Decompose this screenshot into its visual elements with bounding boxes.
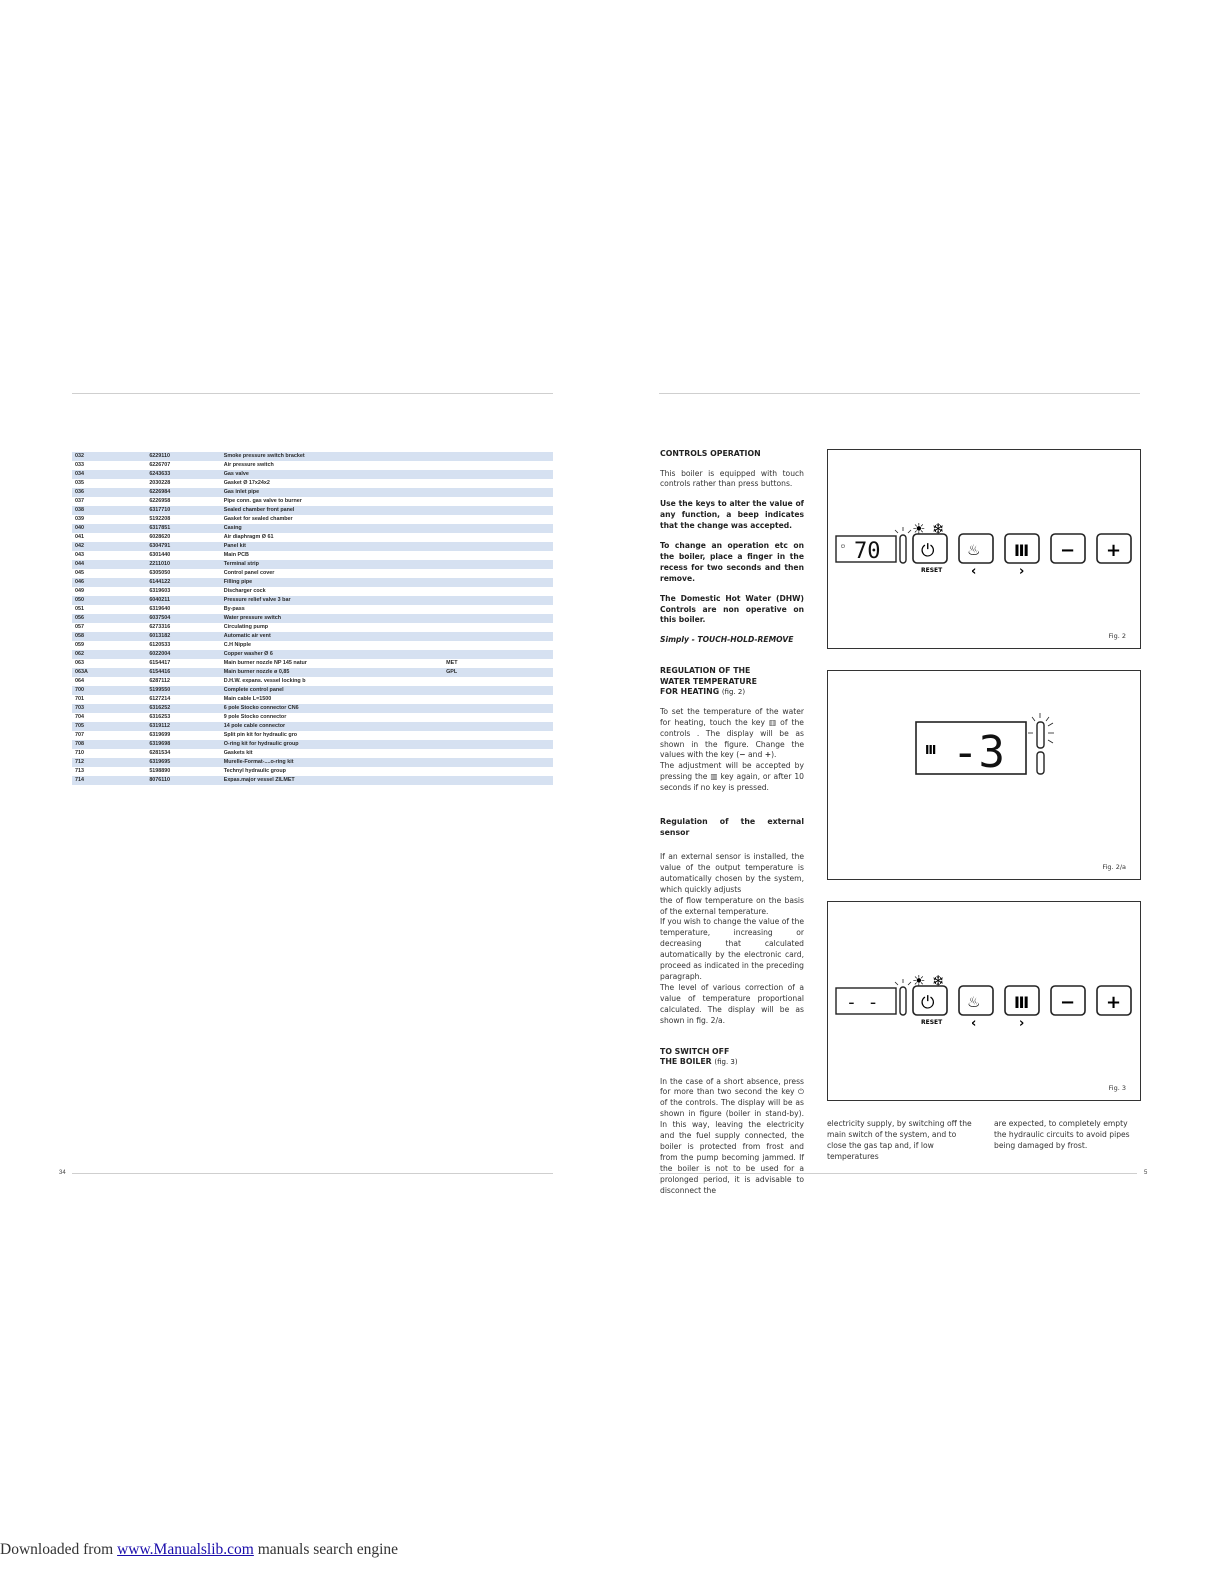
blink-rays xyxy=(895,979,911,985)
arrow-left-icon: ‹ xyxy=(971,1016,977,1031)
radiator-icon: Ⅲ xyxy=(1014,993,1030,1012)
part-description: Split pin kit for hydraulic gro xyxy=(221,731,443,740)
part-ref: 041 xyxy=(72,533,146,542)
part-ref: 033 xyxy=(72,461,146,470)
fig2a-caption: Fig. 2/a xyxy=(1102,863,1126,871)
part-description: Gas valve xyxy=(221,470,443,479)
table-row xyxy=(72,542,553,551)
part-code: 8076110 xyxy=(146,776,220,785)
part-code: 6319603 xyxy=(146,587,220,596)
table-row xyxy=(72,497,553,506)
part-ref: 044 xyxy=(72,560,146,569)
part-note xyxy=(443,740,553,749)
part-code: 6319695 xyxy=(146,758,220,767)
part-ref: 703 xyxy=(72,704,146,713)
part-ref: 045 xyxy=(72,569,146,578)
power-icon: ⏻ xyxy=(921,541,935,561)
part-ref: 063A xyxy=(72,668,146,677)
arrow-right-icon: › xyxy=(1019,1016,1025,1031)
part-description: Main burner nozzle NP 145 natur xyxy=(221,659,443,668)
part-code: 6226984 xyxy=(146,488,220,497)
part-ref: 042 xyxy=(72,542,146,551)
regulation-heading: REGULATION OF THE WATER TEMPERATURE FOR HEATING (fig. 2) xyxy=(660,666,757,697)
part-description: Casing xyxy=(221,524,443,533)
table-row xyxy=(72,452,553,461)
part-note xyxy=(443,704,553,713)
switchoff-p3: are expected, to completely empty the hydraulic circuits to avoid pipes being damaged by frost. xyxy=(994,1119,1130,1150)
part-ref: 713 xyxy=(72,767,146,776)
part-code: 6287112 xyxy=(146,677,220,686)
part-note xyxy=(443,731,553,740)
table-row xyxy=(72,461,553,470)
figure-3 xyxy=(827,901,1141,1101)
part-description: Circulating pump xyxy=(221,623,443,632)
part-note xyxy=(443,533,553,542)
tap-icon: ♨ xyxy=(967,993,981,1011)
part-description: Discharger cock xyxy=(221,587,443,596)
part-note xyxy=(443,461,553,470)
part-note xyxy=(443,641,553,650)
part-description: Water pressure switch xyxy=(221,614,443,623)
part-note xyxy=(443,605,553,614)
plus-icon: + xyxy=(1106,992,1122,1013)
part-description: C.H Nipple xyxy=(221,641,443,650)
part-ref: 062 xyxy=(72,650,146,659)
minus-icon: − xyxy=(1060,540,1076,561)
part-note xyxy=(443,767,553,776)
radiator-icon: Ⅲ xyxy=(925,743,937,757)
part-code: 5192208 xyxy=(146,515,220,524)
part-code: 6028620 xyxy=(146,533,220,542)
part-note xyxy=(443,578,553,587)
part-ref: 040 xyxy=(72,524,146,533)
part-note xyxy=(443,677,553,686)
radiator-icon: Ⅲ xyxy=(1014,541,1030,560)
part-note xyxy=(443,776,553,785)
table-row xyxy=(72,596,553,605)
part-ref: 059 xyxy=(72,641,146,650)
part-description: Murelle-Format-....o-ring kit xyxy=(221,758,443,767)
part-description: 14 pole cable connector xyxy=(221,722,443,731)
part-ref: 712 xyxy=(72,758,146,767)
part-note xyxy=(443,488,553,497)
part-ref: 704 xyxy=(72,713,146,722)
table-row xyxy=(72,731,553,740)
part-code: 6304791 xyxy=(146,542,220,551)
part-code: 6273316 xyxy=(146,623,220,632)
part-note xyxy=(443,650,553,659)
part-code: 6154417 xyxy=(146,659,220,668)
part-code: 5199550 xyxy=(146,686,220,695)
table-row xyxy=(72,479,553,488)
part-note xyxy=(443,632,553,641)
reset-label: RESET xyxy=(921,567,943,574)
part-description: Smoke pressure switch bracket xyxy=(221,452,443,461)
temp-display: 70 xyxy=(854,539,881,564)
part-description: Technyl hydraulic group xyxy=(221,767,443,776)
plus-icon: + xyxy=(1106,540,1122,561)
part-description: Main PCB xyxy=(221,551,443,560)
part-ref: 043 xyxy=(72,551,146,560)
switchoff-heading: TO SWITCH OFF THE BOILER (fig. 3) xyxy=(660,1046,738,1067)
temp-display-small: ⏻ xyxy=(841,544,845,550)
part-code: 6301440 xyxy=(146,551,220,560)
table-row xyxy=(72,470,553,479)
arrow-right-icon: › xyxy=(1019,564,1025,579)
part-note xyxy=(443,479,553,488)
bottom-rule-left xyxy=(72,1173,553,1174)
part-ref: 057 xyxy=(72,623,146,632)
part-description: D.H.W. expans. vessel locking b xyxy=(221,677,443,686)
table-row xyxy=(72,614,553,623)
part-code: 6317851 xyxy=(146,524,220,533)
part-description: Complete control panel xyxy=(221,686,443,695)
external-p1: If an external sensor is installed, the value of the output temperature is automatically chosen by the system, which quickly adjusts xyxy=(660,852,804,894)
fig3-caption: Fig. 3 xyxy=(1108,1084,1126,1092)
sun-icon: ☀ xyxy=(912,520,926,538)
snowflake-icon: ❄ xyxy=(932,972,945,990)
part-note xyxy=(443,596,553,605)
part-note xyxy=(443,542,553,551)
part-code: 2211010 xyxy=(146,560,220,569)
part-code: 6319112 xyxy=(146,722,220,731)
table-row xyxy=(72,641,553,650)
part-code: 6040211 xyxy=(146,596,220,605)
part-note xyxy=(443,713,553,722)
blink-rays xyxy=(895,527,911,533)
part-code: 6317710 xyxy=(146,506,220,515)
part-description: O-ring kit for hydraulic group xyxy=(221,740,443,749)
part-ref: 034 xyxy=(72,470,146,479)
part-note xyxy=(443,497,553,506)
page-number-left: 34 xyxy=(59,1170,66,1176)
minus-icon: − xyxy=(1060,992,1076,1013)
power-icon: ⏻ xyxy=(921,993,935,1013)
part-ref: 049 xyxy=(72,587,146,596)
manualslib-link[interactable]: www.Manualslib.com xyxy=(117,1541,254,1558)
part-ref: 700 xyxy=(72,686,146,695)
part-code: 6154416 xyxy=(146,668,220,677)
heating-display-diagram xyxy=(828,671,1140,879)
arrow-left-icon: ‹ xyxy=(971,564,977,579)
snowflake-icon: ❄ xyxy=(932,520,945,538)
part-description: 9 pole Stocko connector xyxy=(221,713,443,722)
part-description: Terminal strip xyxy=(221,560,443,569)
table-row xyxy=(72,677,553,686)
figure-2a xyxy=(827,670,1141,880)
reset-label: RESET xyxy=(921,1019,943,1026)
radiator-icon: ▥ xyxy=(768,717,777,727)
radiator-icon: ▥ xyxy=(710,772,718,782)
part-code: 6319699 xyxy=(146,731,220,740)
part-code: 6013182 xyxy=(146,632,220,641)
tap-icon: ♨ xyxy=(967,541,981,559)
part-ref: 708 xyxy=(72,740,146,749)
table-row xyxy=(72,632,553,641)
part-note xyxy=(443,749,553,758)
part-ref: 046 xyxy=(72,578,146,587)
part-ref: 050 xyxy=(72,596,146,605)
part-code: 6226958 xyxy=(146,497,220,506)
part-note xyxy=(443,506,553,515)
part-note xyxy=(443,551,553,560)
regulation-p1: To set the temperature of the water for heating, touch the key ▥ of the controls . The display will be as shown in the figure. Change the values with the key (− and +). xyxy=(660,706,804,760)
part-ref: 063 xyxy=(72,659,146,668)
table-row xyxy=(72,524,553,533)
part-description: 6 pole Stocko connector CN6 xyxy=(221,704,443,713)
table-row xyxy=(72,704,553,713)
text-column xyxy=(660,449,804,1206)
part-ref: 064 xyxy=(72,677,146,686)
table-row xyxy=(72,623,553,632)
part-description: Panel kit xyxy=(221,542,443,551)
part-ref: 038 xyxy=(72,506,146,515)
part-description: Automatic air vent xyxy=(221,632,443,641)
controls-heading: CONTROLS OPERATION xyxy=(660,449,761,458)
standby-panel-diagram xyxy=(828,902,1140,1100)
table-row xyxy=(72,668,553,677)
download-footer: Downloaded from www.Manualslib.com manuals search engine xyxy=(0,1541,399,1558)
part-code: 6319698 xyxy=(146,740,220,749)
top-rule-left xyxy=(72,393,553,394)
part-description: Gas inlet pipe xyxy=(221,488,443,497)
part-code: 6229110 xyxy=(146,452,220,461)
part-note xyxy=(443,623,553,632)
table-row xyxy=(72,713,553,722)
switchoff-p2: electricity supply, by switching off the main switch of the system, and to close the gas tap and, if low temperatures xyxy=(827,1119,972,1161)
part-code: 6316252 xyxy=(146,704,220,713)
part-note xyxy=(443,569,553,578)
part-note xyxy=(443,560,553,569)
part-description: Gasket Ø 17x24x2 xyxy=(221,479,443,488)
part-note xyxy=(443,758,553,767)
table-row xyxy=(72,650,553,659)
external-p3: If you wish to change the value of the temperature, increasing or decreasing that calculated automatically by the electronic card, proceed as indicated in the preceding paragraph. xyxy=(660,917,804,981)
part-code: 6144122 xyxy=(146,578,220,587)
top-rule-right xyxy=(659,393,1140,394)
part-description: Gaskets kit xyxy=(221,749,443,758)
part-ref: 056 xyxy=(72,614,146,623)
part-description: By-pass xyxy=(221,605,443,614)
power-icon: ⏻ xyxy=(797,1087,804,1097)
table-row xyxy=(72,551,553,560)
table-row xyxy=(72,587,553,596)
part-code: 6127214 xyxy=(146,695,220,704)
part-description: Copper washer Ø 6 xyxy=(221,650,443,659)
part-note xyxy=(443,587,553,596)
part-note xyxy=(443,515,553,524)
controls-p1: This boiler is equipped with touch controls rather than press buttons. xyxy=(660,468,804,489)
part-code: 6281534 xyxy=(146,749,220,758)
part-description: Sealed chamber front panel xyxy=(221,506,443,515)
table-row xyxy=(72,515,553,524)
part-note xyxy=(443,452,553,461)
part-note: GPL xyxy=(443,668,553,677)
table-row xyxy=(72,560,553,569)
part-ref: 037 xyxy=(72,497,146,506)
table-row xyxy=(72,740,553,749)
controls-p5: Simply - TOUCH-HOLD-REMOVE xyxy=(660,635,794,645)
table-row xyxy=(72,569,553,578)
correction-display: -3 xyxy=(952,727,1005,778)
part-ref: 036 xyxy=(72,488,146,497)
part-description: Main cable L=1500 xyxy=(221,695,443,704)
table-row xyxy=(72,758,553,767)
part-note xyxy=(443,524,553,533)
part-ref: 032 xyxy=(72,452,146,461)
standby-display: - - xyxy=(846,992,879,1013)
part-description: Pressure relief valve 3 bar xyxy=(221,596,443,605)
spare-parts-table xyxy=(72,452,553,785)
regulation-p2: The adjustment will be accepted by pressing the ▥ key again, or after 10 seconds if no key is pressed. xyxy=(660,761,804,793)
part-ref: 039 xyxy=(72,515,146,524)
table-row xyxy=(72,506,553,515)
control-panel-diagram xyxy=(828,450,1140,648)
table-row xyxy=(72,488,553,497)
part-description: Pipe conn. gas valve to burner xyxy=(221,497,443,506)
part-code: 6037504 xyxy=(146,614,220,623)
part-ref: 701 xyxy=(72,695,146,704)
fig2-caption: Fig. 2 xyxy=(1108,632,1126,640)
figure-2 xyxy=(827,449,1141,649)
part-ref: 710 xyxy=(72,749,146,758)
table-row xyxy=(72,578,553,587)
part-note xyxy=(443,722,553,731)
blink-rays xyxy=(1028,713,1054,743)
part-code: 6243633 xyxy=(146,470,220,479)
table-row xyxy=(72,776,553,785)
table-row xyxy=(72,749,553,758)
controls-p2: Use the keys to alter the value of any function, a beep indicates that the change was accepted. xyxy=(660,499,804,531)
part-description: Air pressure switch xyxy=(221,461,443,470)
part-description: Gasket for sealed chamber xyxy=(221,515,443,524)
part-note xyxy=(443,686,553,695)
sun-icon: ☀ xyxy=(912,972,926,990)
part-code: 6316253 xyxy=(146,713,220,722)
part-ref: 058 xyxy=(72,632,146,641)
external-heading: Regulation of the external sensor xyxy=(660,817,804,837)
part-description: Control panel cover xyxy=(221,569,443,578)
part-note: MET xyxy=(443,659,553,668)
switchoff-p1: In the case of a short absence, press for more than two second the key ⏻ of the controls. The display will be as shown in figure (boiler in stand-by). In this way, leaving the electricity and the fuel supply connected, the boiler is protected from frost and from the pump becoming jammed. If the boiler is not to be used for a prolonged period, it is advisable to disconnect the xyxy=(660,1076,804,1195)
part-note xyxy=(443,470,553,479)
part-note xyxy=(443,695,553,704)
table-row xyxy=(72,686,553,695)
part-description: Main burner nozzle ø 0,85 xyxy=(221,668,443,677)
part-ref: 035 xyxy=(72,479,146,488)
controls-p3: To change an operation etc on the boiler, place a finger in the recess for two seconds and then remove. xyxy=(660,541,804,583)
table-row xyxy=(72,695,553,704)
external-p4: The level of various correction of a value of temperature proportional calculated. The display will be as shown in fig. 2/a. xyxy=(660,982,804,1025)
part-code: 6305050 xyxy=(146,569,220,578)
table-row xyxy=(72,533,553,542)
part-ref: 707 xyxy=(72,731,146,740)
part-description: Filling pipe xyxy=(221,578,443,587)
table-row xyxy=(72,659,553,668)
part-description: Air diaphragm Ø 61 xyxy=(221,533,443,542)
part-code: 6226707 xyxy=(146,461,220,470)
part-description: Expas.major vessel ZILMET xyxy=(221,776,443,785)
part-note xyxy=(443,614,553,623)
part-ref: 051 xyxy=(72,605,146,614)
part-code: 6022004 xyxy=(146,650,220,659)
table-row xyxy=(72,722,553,731)
part-code: 2030228 xyxy=(146,479,220,488)
external-p2: the of flow temperature on the basis of the external temperature. xyxy=(660,895,804,916)
part-ref: 705 xyxy=(72,722,146,731)
part-code: 6319640 xyxy=(146,605,220,614)
table-row xyxy=(72,767,553,776)
page-number-right: 5 xyxy=(1144,1170,1148,1176)
part-code: 5198890 xyxy=(146,767,220,776)
part-ref: 714 xyxy=(72,776,146,785)
controls-p4: The Domestic Hot Water (DHW) Controls are non operative on this boiler. xyxy=(660,593,804,625)
part-code: 6120533 xyxy=(146,641,220,650)
table-row xyxy=(72,605,553,614)
